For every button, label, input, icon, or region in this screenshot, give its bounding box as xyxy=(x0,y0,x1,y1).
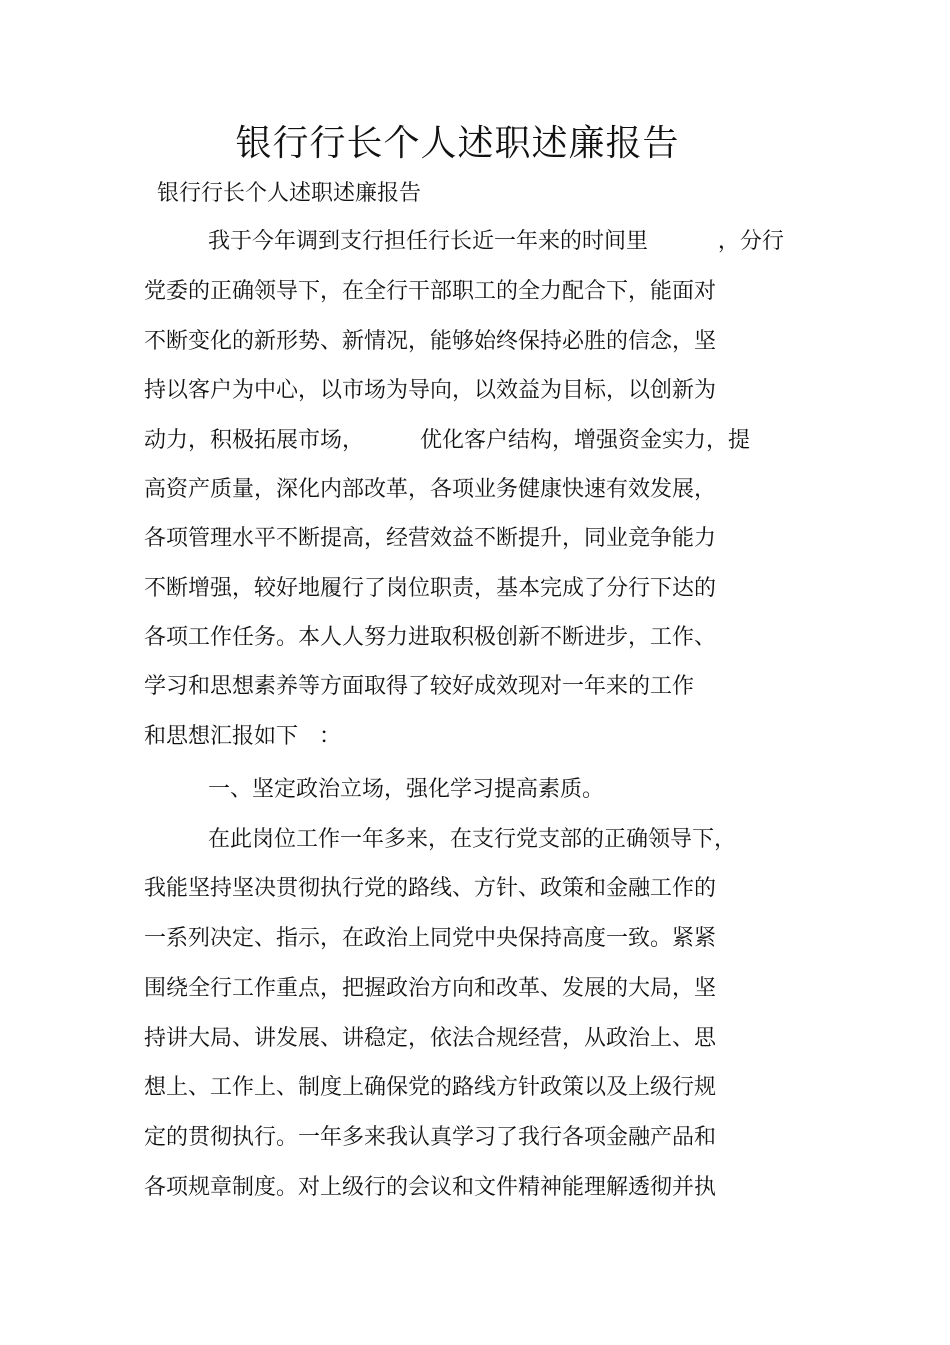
document-subtitle: 银行行长个人述职述廉报告 xyxy=(157,181,422,206)
paragraph-line: 持以客户为中心，以市场为导向，以效益为目标，以创新为 xyxy=(144,378,717,403)
paragraph-line: 在此岗位工作一年多来，在支行党支部的正确领导下， xyxy=(208,827,737,852)
paragraph-line: 学习和思想素养等方面取得了较好成效现对一年来的工作 xyxy=(144,674,695,699)
paragraph-line: 持讲大局、讲发展、讲稳定，依法合规经营，从政治上、思 xyxy=(144,1026,717,1051)
paragraph-line: 和思想汇报如下 ： xyxy=(144,724,341,749)
paragraph-line: 我于今年调到支行担任行长近一年来的时间里 ，分行 xyxy=(208,229,784,254)
paragraph-line: 各项工作任务。本人人努力进取积极创新不断进步，工作、 xyxy=(144,625,717,650)
paragraph-line: 高资产质量，深化内部改革，各项业务健康快速有效发展， xyxy=(144,477,717,502)
paragraph-line: 动力，积极拓展市场， 优化客户结构，增强资金实力，提 xyxy=(144,428,750,453)
paragraph-line: 想上、工作上、制度上确保党的路线方针政策以及上级行规 xyxy=(144,1075,717,1100)
paragraph-line: 各项规章制度。对上级行的会议和文件精神能理解透彻并执 xyxy=(144,1175,717,1200)
paragraph-line: 各项管理水平不断提高，经营效益不断提升，同业竞争能力 xyxy=(144,526,717,551)
paragraph-line: 围绕全行工作重点，把握政治方向和改革、发展的大局，坚 xyxy=(144,976,717,1001)
document-title: 银行行长个人述职述廉报告 xyxy=(235,123,680,164)
paragraph-line: 定的贯彻执行。一年多来我认真学习了我行各项金融产品和 xyxy=(144,1125,717,1150)
paragraph-line: 不断增强，较好地履行了岗位职责，基本完成了分行下达的 xyxy=(144,576,717,601)
paragraph-line: 党委的正确领导下，在全行干部职工的全力配合下，能面对 xyxy=(144,279,717,304)
section-heading: 一、坚定政治立场，强化学习提高素质。 xyxy=(208,777,605,802)
paragraph-line: 一系列决定、指示，在政治上同党中央保持高度一致。紧紧 xyxy=(144,926,717,951)
paragraph-line: 不断变化的新形势、新情况，能够始终保持必胜的信念，坚 xyxy=(144,329,717,354)
paragraph-line: 我能坚持坚决贯彻执行党的路线、方针、政策和金融工作的 xyxy=(144,876,717,901)
